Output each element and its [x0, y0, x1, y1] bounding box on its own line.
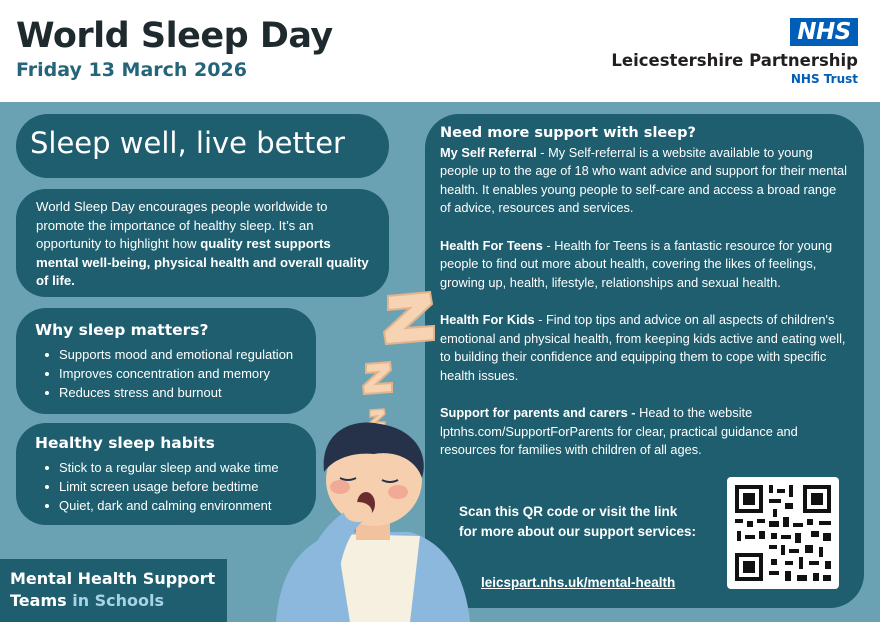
list-item: Limit screen usage before bedtime — [35, 477, 302, 496]
support-item-title: My Self Referral — [440, 144, 537, 160]
badge-line-1: Mental Health Support — [10, 569, 216, 588]
support-item-title: Support for parents and carers - — [440, 404, 636, 420]
page-title: World Sleep Day — [16, 16, 333, 56]
badge-line-2 — [10, 590, 227, 612]
intro-bold-text: quality rest supports mental well-being, physical health and overall quality of life. — [36, 236, 369, 288]
mhst-badge — [0, 559, 227, 622]
org-name: Leicestershire Partnership — [611, 51, 858, 70]
sleep-z-icons — [363, 292, 434, 429]
badge-line-2-b: in Schools — [72, 591, 165, 610]
qr-instruction: Scan this QR code or visit the link for more about our support services: — [459, 504, 697, 539]
intro-card — [16, 189, 389, 297]
yawning-child-illustration — [270, 282, 470, 622]
list-item: Supports mood and emotional regulation — [35, 345, 302, 364]
tagline: Sleep well, live better — [30, 126, 345, 160]
sleep-habits-list — [35, 458, 302, 515]
support-item — [440, 311, 850, 385]
support-item-text: - Find top tips and advice on all aspects of children's emotional and physical health, from keeping kids active and eating well, to building their confidence and equipping them to cope with specific health issues. — [440, 311, 846, 383]
main-panel — [0, 102, 880, 622]
why-sleep-heading: Why sleep matters? — [35, 321, 209, 339]
sleep-habits-heading: Healthy sleep habits — [35, 434, 215, 452]
support-item-text: Head to the website lptnhs.com/SupportForParents for clear, practical guidance and resources for families with children of all ages. — [440, 404, 798, 458]
support-item — [440, 404, 850, 460]
support-item — [440, 237, 850, 293]
nhs-logo: NHS — [790, 18, 858, 46]
intro-text: World Sleep Day encourages people worldwide to promote the importance of healthy sleep. It’s an opportunity to highlight how — [36, 199, 328, 251]
event-date: Friday 13 March 2026 — [16, 59, 247, 81]
list-item: Improves concentration and memory — [35, 364, 302, 383]
list-item: Stick to a regular sleep and wake time — [35, 458, 302, 477]
qr-code-icon — [727, 477, 839, 589]
tagline-card — [16, 114, 389, 178]
support-item — [440, 144, 850, 218]
list-item: Reduces stress and burnout — [35, 383, 302, 402]
badge-line-2-a: Teams — [10, 591, 73, 610]
support-link[interactable]: leicspart.nhs.uk/mental-health — [481, 575, 676, 590]
support-item-text: - My Self-referral is a website available to young people up to the age of 18 who want advice and support for their mental health. It enables young people to self-care and access a broad range of advice, resources and services. — [440, 144, 847, 216]
why-sleep-list — [35, 345, 302, 402]
support-item-text: - Health for Teens is a fantastic resource for young people to find out more about health, covering the likes of feelings, growing up, health, lifestyle, relationships and sexual health. — [440, 237, 833, 290]
org-sub: NHS Trust — [790, 72, 858, 86]
support-card — [425, 114, 864, 608]
list-item: Quiet, dark and calming environment — [35, 496, 302, 515]
qr-code[interactable] — [727, 477, 839, 589]
support-heading: Need more support with sleep? — [440, 125, 696, 141]
support-item-title: Health For Teens — [440, 237, 543, 253]
support-item-title: Health For Kids — [440, 311, 535, 327]
child-figure — [276, 423, 470, 622]
page-header — [0, 0, 880, 102]
